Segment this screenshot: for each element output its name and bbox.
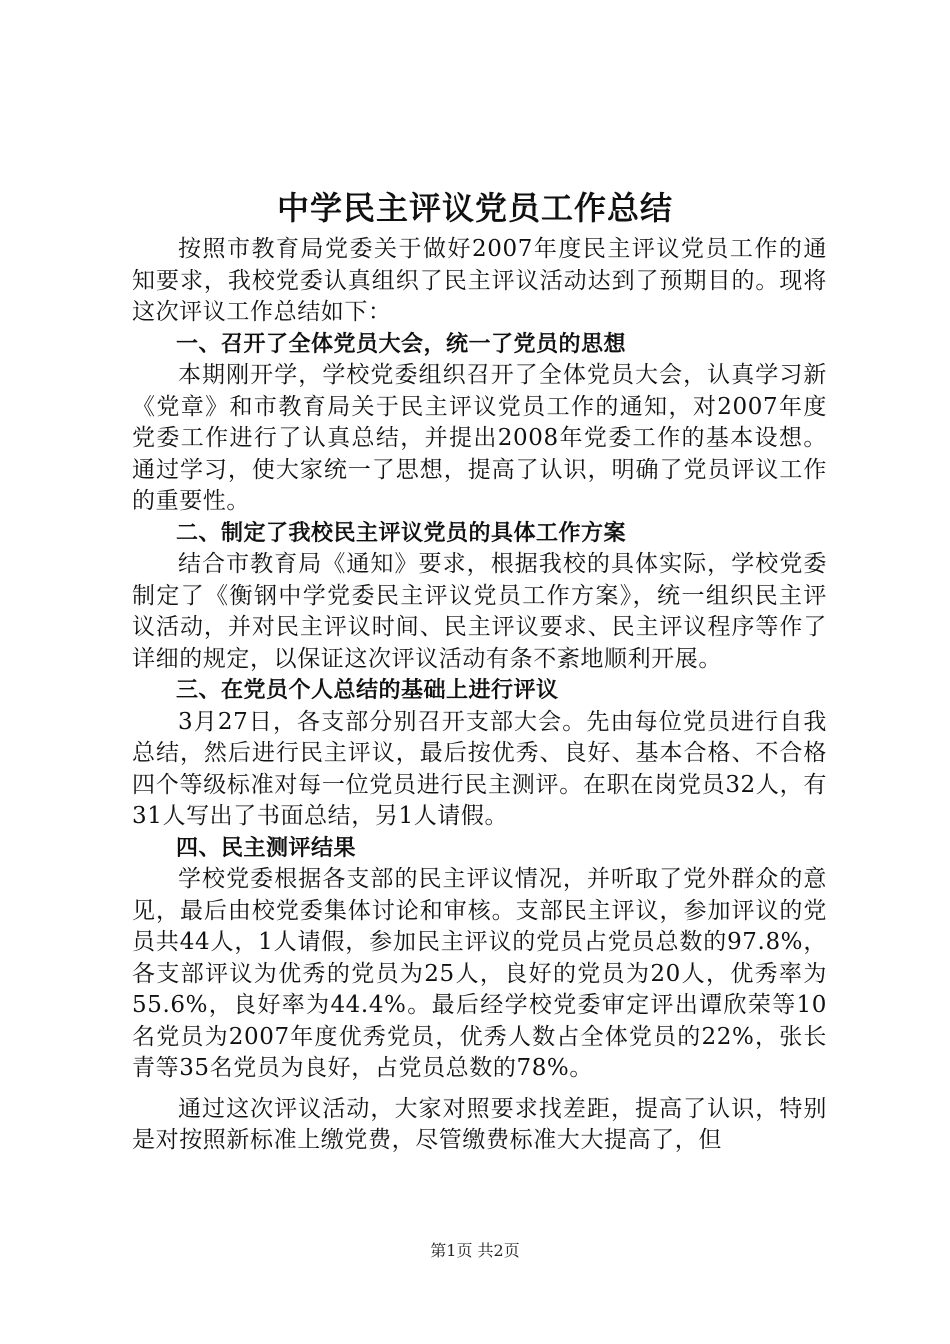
- section-paragraph-3: 3月27日，各支部分别召开支部大会。先由每位党员进行自我总结，然后进行民主评议，最后按优秀、良好、基本合格、不合格四个等级标准对每一位党员进行民主测评。在职在岗党员32人，有31人写出了书面总结，另1人请假。: [132, 708, 827, 829]
- page-footer: 第1页 共2页: [430, 1241, 520, 1260]
- section-paragraph-1: 本期刚开学，学校党委组织召开了全体党员大会，认真学习新《党章》和市教育局关于民主评议党员工作的通知，对2007年度党委工作进行了认真总结，并提出2008年党委工作的基本设想。通过学习，使大家统一了思想，提高了认识，明确了党员评议工作的重要性。: [132, 362, 827, 514]
- section-paragraph-2: 结合市教育局《通知》要求，根据我校的具体实际，学校党委制定了《衡钢中学党委民主评议党员工作方案》，统一组织民主评议活动，并对民主评议时间、民主评议要求、民主评议程序等作了详细的规定，以保证这次评议活动有条不紊地顺利开展。: [132, 551, 827, 672]
- section-heading-4: 四、民主测评结果: [176, 835, 357, 861]
- section-paragraph-4: 学校党委根据各支部的民主评议情况，并听取了党外群众的意见，最后由校党委集体讨论和审核。支部民主评议，参加评议的党员共44人，1人请假，参加民主评议的党员占党员总数的97.8%，各支部评议为优秀的党员为25人，良好的党员为20人，优秀率为55.6%，良好率为44.4%。最后经学校党委审定评出谭欣荣等10名党员为2007年度优秀党员，优秀人数占全体党员的22%，张长青等35名党员为良好，占党员总数的78%。: [132, 866, 827, 1081]
- document-title: 中学民主评议党员工作总结: [276, 189, 673, 227]
- intro-paragraph: 按照市教育局党委关于做好2007年度民主评议党员工作的通知要求，我校党委认真组织了民主评议活动达到了预期目的。现将这次评议工作总结如下：: [132, 236, 827, 325]
- section-heading-1: 一、召开了全体党员大会，统一了党员的思想: [176, 331, 627, 357]
- closing-paragraph: 通过这次评议活动，大家对照要求找差距，提高了认识，特别是对按照新标准上缴党费，尽管缴费标准大大提高了，但: [132, 1095, 827, 1153]
- document-body: [132, 234, 827, 1157]
- section-heading-3: 三、在党员个人总结的基础上进行评议: [176, 678, 559, 703]
- section-heading-2: 二、制定了我校民主评议党员的具体工作方案: [176, 520, 627, 546]
